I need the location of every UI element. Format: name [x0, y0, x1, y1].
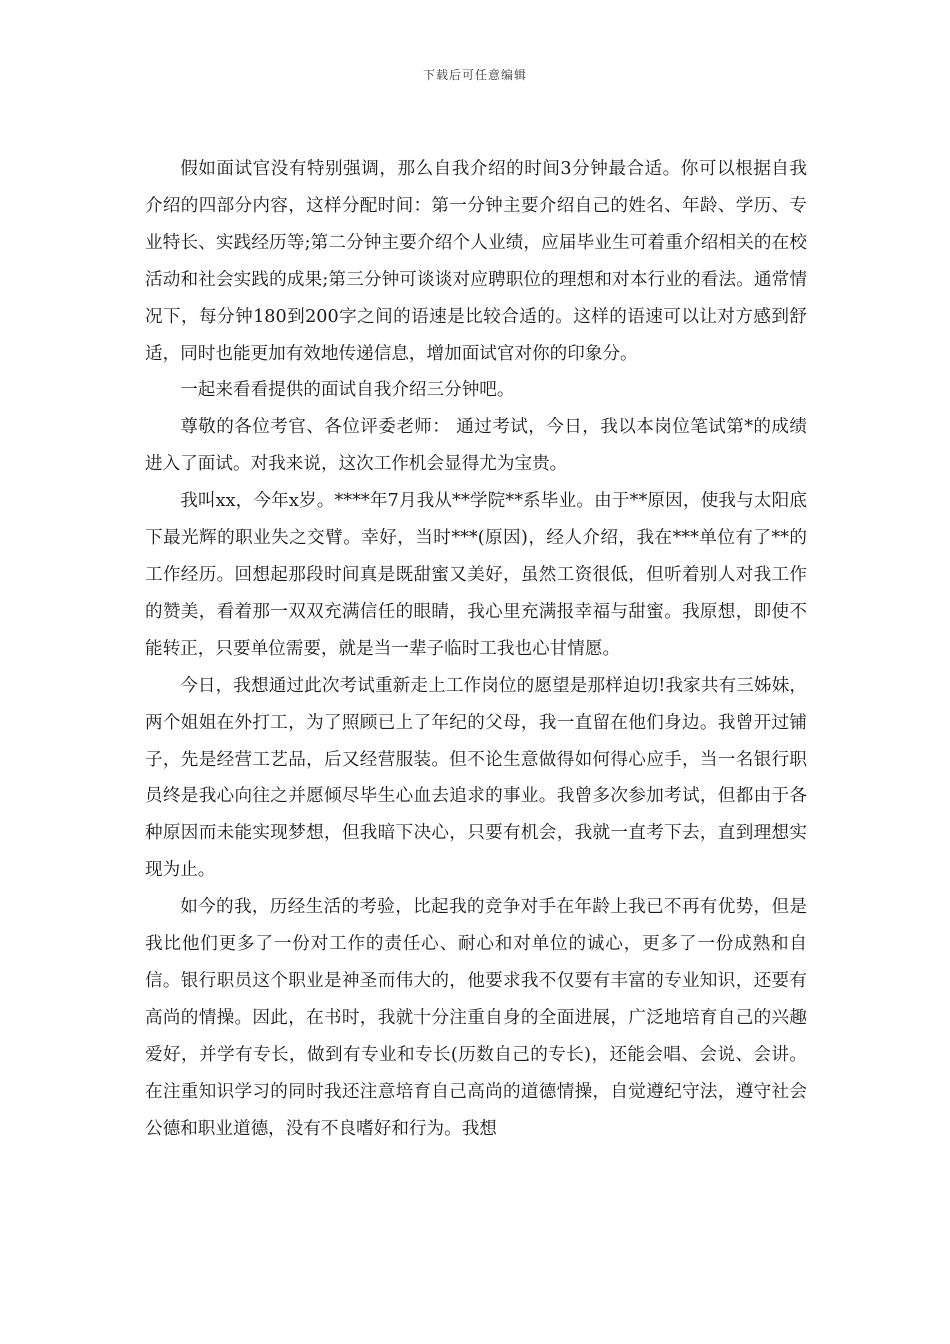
paragraph-5: 今日，我想通过此次考试重新走上工作岗位的愿望是那样迫切!我家共有三姊妹，两个姐姐在外打工，为了照顾已上了年纪的父母，我一直留在他们身边。我曾开过铺子，先是经营工艺品，后又经营服装。但不论生意做得如何得心应手，当一名银行职员终是我心向往之并愿倾尽毕生心血去追求的事业。我曾多次参加考试，但都由于各种原因而未能实现梦想，但我暗下决心，只要有机会，我就一直考下去，直到理想实现为止。 — [145, 675, 807, 881]
page-header: 下载后可任意编辑 — [422, 68, 527, 82]
paragraph-2: 一起来看看提供的面试自我介绍三分钟吧。 — [180, 380, 515, 401]
paragraph-4: 我叫xx，今年x岁。****年7月我从**学院**系毕业。由于**原因，使我与太阳底下最光辉的职业失之交臂。幸好，当时***(原因)，经人介绍，我在***单位有了**的工作经历。回想起那段时间真是既甜蜜又美好，虽然工资很低，但听着别人对我工作的赞美，看着那一双双充满信任的眼睛，我心里充满报幸福与甜蜜。我原想，即使不能转正，只要单位需要，就是当一辈子临时工我也心甘情愿。 — [145, 491, 807, 659]
paragraph-3: 尊敬的各位考官、各位评委老师： 通过考试，今日，我以本岗位笔试第*的成绩进入了面试。对我来说，这次工作机会显得尤为宝贵。 — [145, 417, 807, 475]
paragraph-1: 假如面试官没有特别强调，那么自我介绍的时间3分钟最合适。你可以根据自我介绍的四部分内容，这样分配时间：第一分钟主要介绍自己的姓名、年龄、学历、专业特长、实践经历等;第二分钟主要介绍个人业绩，应届毕业生可着重介绍相关的在校活动和社会实践的成果;第三分钟可谈谈对应聘职位的理想和对本行业的看法。通常情况下，每分钟180到200字之间的语速是比较合适的。这样的语速可以让对方感到舒适，同时也能更加有效地传递信息，增加面试官对你的印象分。 — [145, 159, 807, 364]
document-body — [145, 151, 807, 1147]
paragraph-6: 如今的我，历经生活的考验，比起我的竞争对手在年龄上我已不再有优势，但是我比他们更多了一份对工作的责任心、耐心和对单位的诚心，更多了一份成熟和自信。银行职员这个职业是神圣而伟大的，他要求我不仅要有丰富的专业知识，还要有高尚的情操。因此，在书时，我就十分注重自身的全面进展，广泛地培育自己的兴趣爱好，并学有专长，做到有专业和专长(历数自己的专长)，还能会唱、会说、会讲。在注重知识学习的同时我还注意培育自己高尚的道德情操，自觉遵纪守法，遵守社会公德和职业道德，没有不良嗜好和行为。我想 — [145, 897, 807, 1139]
